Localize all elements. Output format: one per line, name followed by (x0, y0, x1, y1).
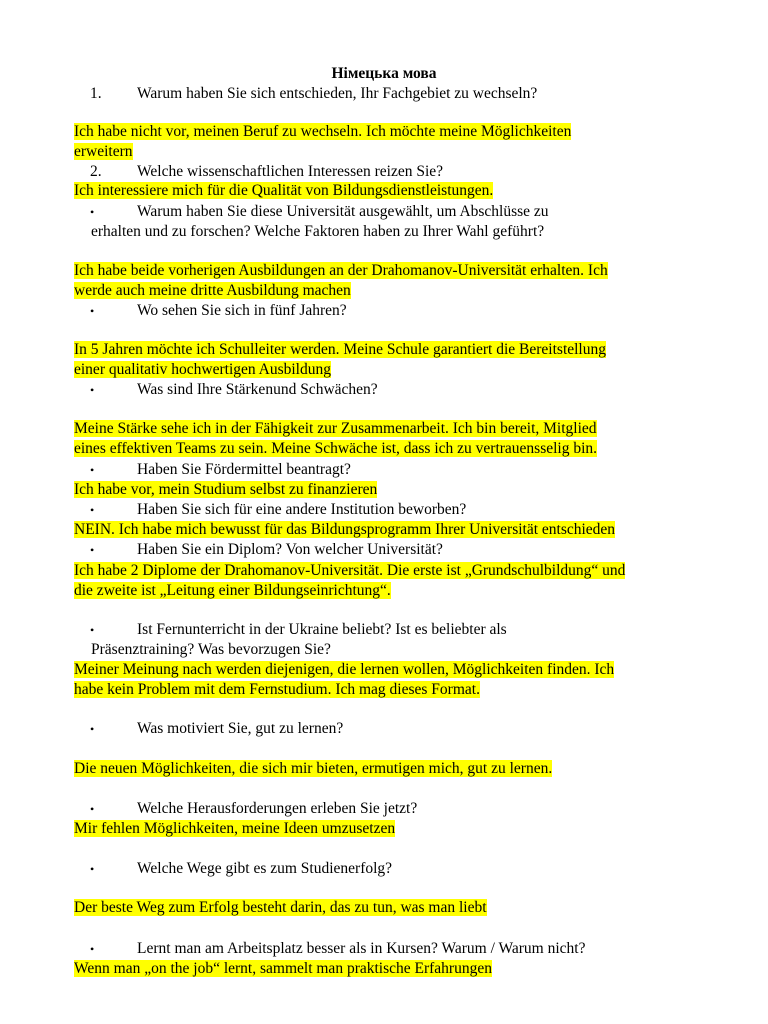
page-title: Німецька мова (331, 65, 437, 82)
bullet-icon: • (90, 722, 95, 736)
answer-5 (74, 419, 597, 439)
question-text: Warum haben Sie sich entschieden, Ihr Fachgebiet zu wechseln? (137, 85, 538, 102)
answer-line: In 5 Jahren möchte ich Schulleiter werden. Meine Schule garantiert die Bereitstellung (74, 341, 606, 358)
bullet-icon: • (90, 205, 95, 219)
answer-line: Ich habe vor, mein Studium selbst zu finanzieren (74, 481, 378, 498)
answer-line: Meiner Meinung nach werden diejenigen, die lernen wollen, Möglichkeiten finden. Ich (74, 661, 615, 678)
answer-7 (74, 520, 615, 540)
question-number: 1. (90, 85, 102, 102)
answer-3 (74, 261, 608, 281)
answer-1-cont (74, 142, 133, 162)
answer-line: Ich interessiere mich für die Qualität von Bildungsdienstleistungen. (74, 182, 494, 199)
question-text: Was motiviert Sie, gut zu lernen? (137, 720, 344, 737)
question-text: Haben Sie sich für eine andere Institution beworben? (137, 501, 467, 518)
answer-8-cont (74, 581, 391, 601)
answer-5-cont (74, 439, 597, 459)
answer-line: einer qualitativ hochwertigen Ausbildung (74, 361, 331, 378)
answer-line: Der beste Weg zum Erfolg besteht darin, das zu tun, was man liebt (74, 899, 487, 916)
answer-10 (74, 759, 552, 779)
bullet-icon: • (90, 304, 95, 318)
question-text: Ist Fernunterricht in der Ukraine beliebt? Ist es beliebter als (137, 621, 507, 638)
answer-1 (74, 122, 571, 142)
question-text: Was sind Ihre Stärkenund Schwächen? (137, 381, 378, 398)
question-text: Wo sehen Sie sich in fünf Jahren? (137, 302, 347, 319)
question-text: Haben Sie ein Diplom? Von welcher Universität? (137, 541, 443, 558)
answer-6 (74, 480, 377, 500)
answer-line: erweitern (74, 143, 133, 160)
answer-4 (74, 340, 606, 360)
answer-line: Wenn man „on the job“ lernt, sammelt man praktische Erfahrungen (74, 960, 492, 977)
answer-2 (74, 181, 493, 201)
answer-line: eines effektiven Teams zu sein. Meine Schwäche ist, dass ich zu vertrauensselig bin. (74, 440, 598, 457)
answer-line: Die neuen Möglichkeiten, die sich mir bieten, ermutigen mich, gut zu lernen. (74, 760, 553, 777)
bullet-icon: • (90, 942, 95, 956)
question-text: Lernt man am Arbeitsplatz besser als in Kursen? Warum / Warum nicht? (137, 940, 586, 957)
answer-line: die zweite ist „Leitung einer Bildungseinrichtung“. (74, 582, 391, 599)
answer-8 (74, 561, 625, 581)
question-text: Welche wissenschaftlichen Interessen reizen Sie? (137, 163, 444, 180)
answer-line: werde auch meine dritte Ausbildung machen (74, 282, 351, 299)
bullet-icon: • (90, 802, 95, 816)
question-text: Haben Sie Fördermittel beantragt? (137, 461, 351, 478)
answer-line: NEIN. Ich habe mich bewusst für das Bildungsprogramm Ihrer Universität entschieden (74, 521, 616, 538)
answer-13 (74, 959, 492, 979)
bullet-icon: • (90, 383, 95, 397)
question-number: 2. (90, 163, 102, 180)
answer-11 (74, 819, 395, 839)
question-text: Welche Wege gibt es zum Studienerfolg? (137, 860, 393, 877)
answer-line: Mir fehlen Möglichkeiten, meine Ideen umzusetzen (74, 820, 396, 837)
question-9-cont: Präsenztraining? Was bevorzugen Sie? (91, 641, 331, 658)
answer-line: Ich habe 2 Diplome der Drahomanov-Universität. Die erste ist „Grundschulbildung“ und (74, 562, 626, 579)
question-3-cont: erhalten und zu forschen? Welche Faktoren haben zu Ihrer Wahl geführt? (91, 223, 545, 240)
bullet-icon: • (90, 862, 95, 876)
bullet-icon: • (90, 503, 95, 517)
bullet-icon: • (90, 463, 95, 477)
answer-9-cont (74, 680, 480, 700)
answer-line: Meine Stärke sehe ich in der Fähigkeit zur Zusammenarbeit. Ich bin bereit, Mitglied (74, 420, 597, 437)
answer-line: Ich habe nicht vor, meinen Beruf zu wechseln. Ich möchte meine Möglichkeiten (74, 123, 572, 140)
answer-4-cont (74, 360, 331, 380)
answer-line: habe kein Problem mit dem Fernstudium. Ich mag dieses Format. (74, 681, 480, 698)
answer-line: Ich habe beide vorherigen Ausbildungen an der Drahomanov-Universität erhalten. Ich (74, 262, 608, 279)
question-text: Warum haben Sie diese Universität ausgewählt, um Abschlüsse zu (137, 203, 549, 220)
bullet-icon: • (90, 543, 95, 557)
answer-9 (74, 660, 614, 680)
question-text: Welche Herausforderungen erleben Sie jetzt? (137, 800, 418, 817)
answer-3-cont (74, 281, 351, 301)
bullet-icon: • (90, 623, 95, 637)
answer-12 (74, 898, 487, 918)
